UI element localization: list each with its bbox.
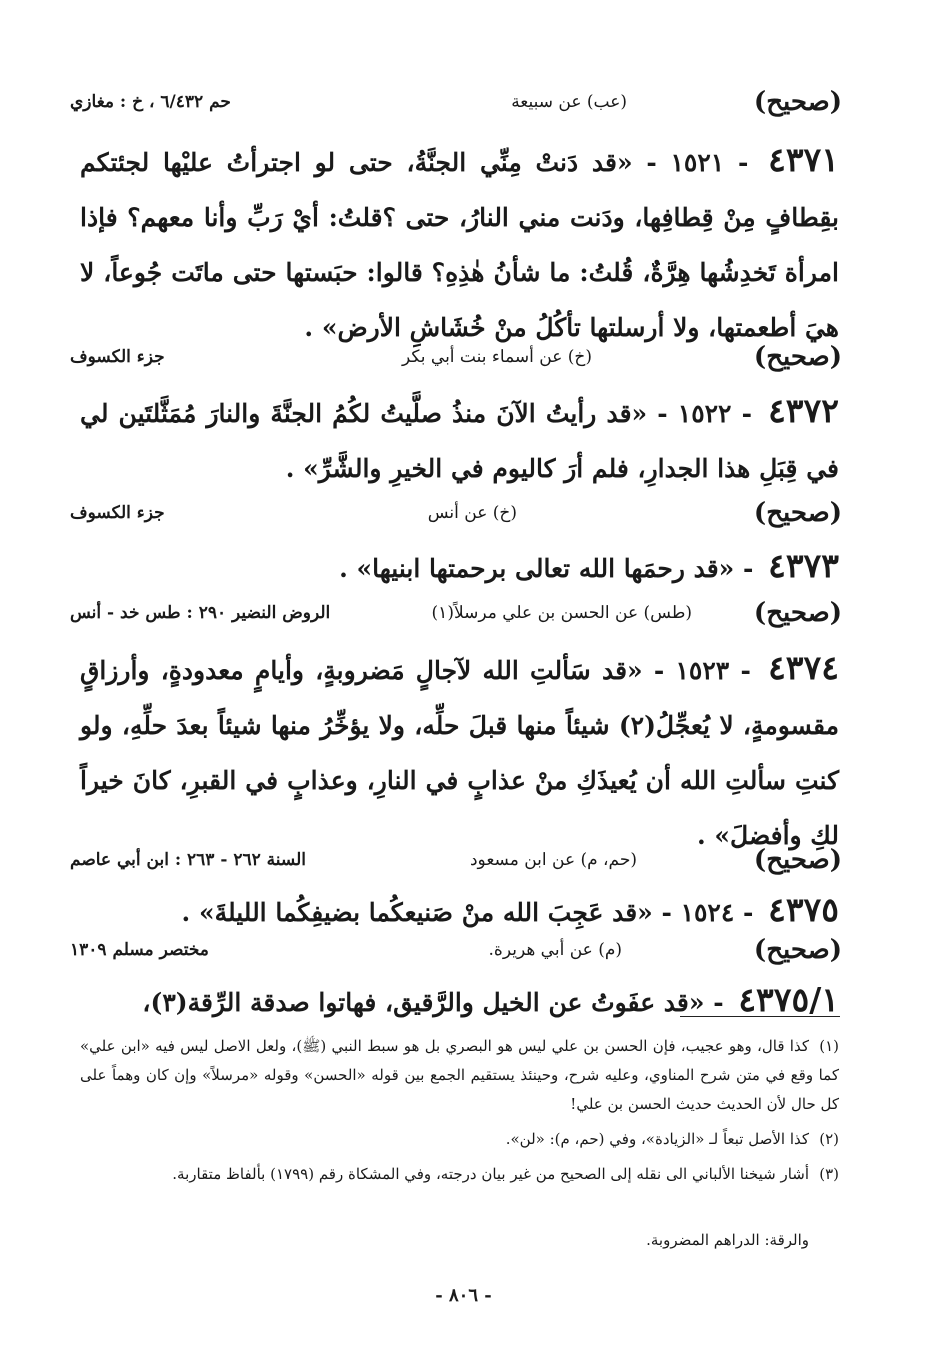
hadith-number: ٤٣٧٣ — [768, 546, 839, 585]
hadith-number: ٤٣٧٤ — [768, 648, 839, 687]
footnote-text: كذا الأصل تبعاً لـ «الزيادة»، وفي (حم، م): «لن». — [505, 1130, 809, 1148]
reference: جزء الكسوف — [70, 503, 165, 523]
narrator: (عب) عن سبيعة — [511, 92, 627, 112]
hadith-text — [80, 882, 839, 937]
reference: جزء الكسوف — [70, 347, 165, 367]
reference: الروض النضير ٢٩٠ : طس خد - أنس — [70, 603, 331, 623]
grade-label: (صحيح) — [753, 598, 842, 628]
narrator: (طس) عن الحسن بن علي مرسلاً(١) — [431, 603, 692, 623]
footnote-extra — [80, 1226, 839, 1255]
hadith-body: - ١٥٢٤ - «قد عَجِبَ الله منْ صَنيعكُما بضيفِكُما الليلةَ» . — [181, 898, 754, 927]
hadith-number: ٤٣٧٢ — [768, 391, 839, 430]
reference: حم ٦/٤٣٢ ، خ : مغازي — [70, 92, 231, 112]
hadith-body: - «قد رحمَها الله تعالى برحمتها ابنيها» . — [339, 554, 754, 583]
narrator: (حم، م) عن ابن مسعود — [469, 850, 637, 870]
grade-label: (صحيح) — [753, 845, 842, 875]
grade-label: (صحيح) — [753, 935, 842, 965]
hadith-number: ٤٣٧١ — [768, 140, 839, 179]
source-line — [70, 82, 842, 122]
footnote — [80, 1032, 839, 1119]
hadith-text — [80, 972, 839, 1027]
source-line — [70, 593, 842, 633]
hadith-text — [80, 538, 839, 593]
hadith-body: - «قد عفَوتُ عن الخيل والرَّقيق، فهاتوا صدقة الرِّقة(٣)، — [142, 988, 724, 1017]
grade-label: (صحيح) — [753, 87, 842, 117]
hadith-number: ٤٣٧٥ — [768, 890, 839, 929]
hadith-text — [80, 383, 839, 493]
source-line — [70, 493, 842, 533]
reference: السنة ٢٦٢ - ٢٦٣ : ابن أبي عاصم — [70, 850, 306, 870]
source-line — [70, 337, 842, 377]
source-line — [70, 930, 842, 970]
narrator: (خ) عن أسماء بنت أبي بكر — [402, 347, 592, 367]
footnote-number: (١) — [819, 1037, 839, 1055]
footnote — [80, 1125, 839, 1154]
hadith-body: - ١٥٢١ - «قد دَنتْ مِنِّي الجنَّةُ، حتى لو اجترأتُ عليْها لجئتكم بقِطافٍ مِنْ قِطافِها، ودَنت مني النارُ، حتى ؟قلتُ: أيْ رَبِّ وأنا معهم؟ فإذا امرأة تَخدِشُها هِرَّةٌ، قُلتُ: ما شأنُ هٰذِهِ؟ قالوا: حبَستها حتى ماتَت جُوعاً، لا هيَ أطعمتها، ولا أرسلتها تأكُلُ منْ خُشَاشِ الأرض» . — [80, 148, 839, 342]
footnote-text: أشار شيخنا الألباني الى نقله إلى الصحيح من غير بيان درجته، وفي المشكاة رقم (١٧٩٩) بألفاظ متقاربة. — [172, 1165, 809, 1183]
narrator: (م) عن أبي هريرة. — [488, 940, 622, 960]
hadith-body: - ١٥٢٢ - «قد رأيتُ الآنَ منذُ صلَّيتُ لكُمُ الجنَّةَ والنارَ مُمَثَّلتَين لي في قِبَلِ هذا الجدارِ، فلم أرَ كاليوم في الخيرِ والشَّرِّ» . — [80, 399, 839, 483]
footnote — [80, 1160, 839, 1189]
hadith-body: - ١٥٢٣ - «قد سَألتِ الله لآجالٍ مَضروبةٍ، وأيامٍ معدودةٍ، وأرزاقٍ مقسومةٍ، لا يُعجِّلُ(٢) شيئاً منها قبلَ حلِّه، ولا يؤخِّرُ منها شيئاً بعدَ حلِّهِ، ولو كنتِ سألتِ الله أن يُعيذَكِ منْ عذابٍ في النارِ، وعذابٍ في القبرِ، كانَ خيراً لكِ وأفضلَ» . — [80, 656, 839, 850]
page-number: - ٨٠٦ - — [435, 1285, 492, 1306]
footnote-number: (٣) — [819, 1165, 839, 1183]
footnote-number: (٢) — [819, 1130, 839, 1148]
footnote-text: والرقة: الدراهم المضروبة. — [646, 1231, 809, 1249]
hadith-number: ٤٣٧٥/١ — [738, 980, 839, 1019]
source-line — [70, 840, 842, 880]
footnote-separator — [680, 1016, 840, 1017]
reference: مختصر مسلم ١٣٠٩ — [70, 940, 209, 960]
grade-label: (صحيح) — [753, 342, 842, 372]
narrator: (خ) عن أنس — [427, 503, 517, 523]
hadith-text — [80, 132, 839, 352]
hadith-text — [80, 640, 839, 860]
footnote-text: كذا قال، وهو عجيب، فإن الحسن بن علي ليس هو البصري بل هو سبط النبي (ﷺ)، ولعل الاصل ليس فيه «ابن علي» كما وقع في متن شرح المناوي، وعليه شرح، وحينئذ يستقيم الجمع بين قوله «الحسن» وقوله «مرسلاً» وإن كان وهماً على كل حال لأن الحديث حديث الحسن بن علي! — [80, 1037, 839, 1113]
grade-label: (صحيح) — [753, 498, 842, 528]
